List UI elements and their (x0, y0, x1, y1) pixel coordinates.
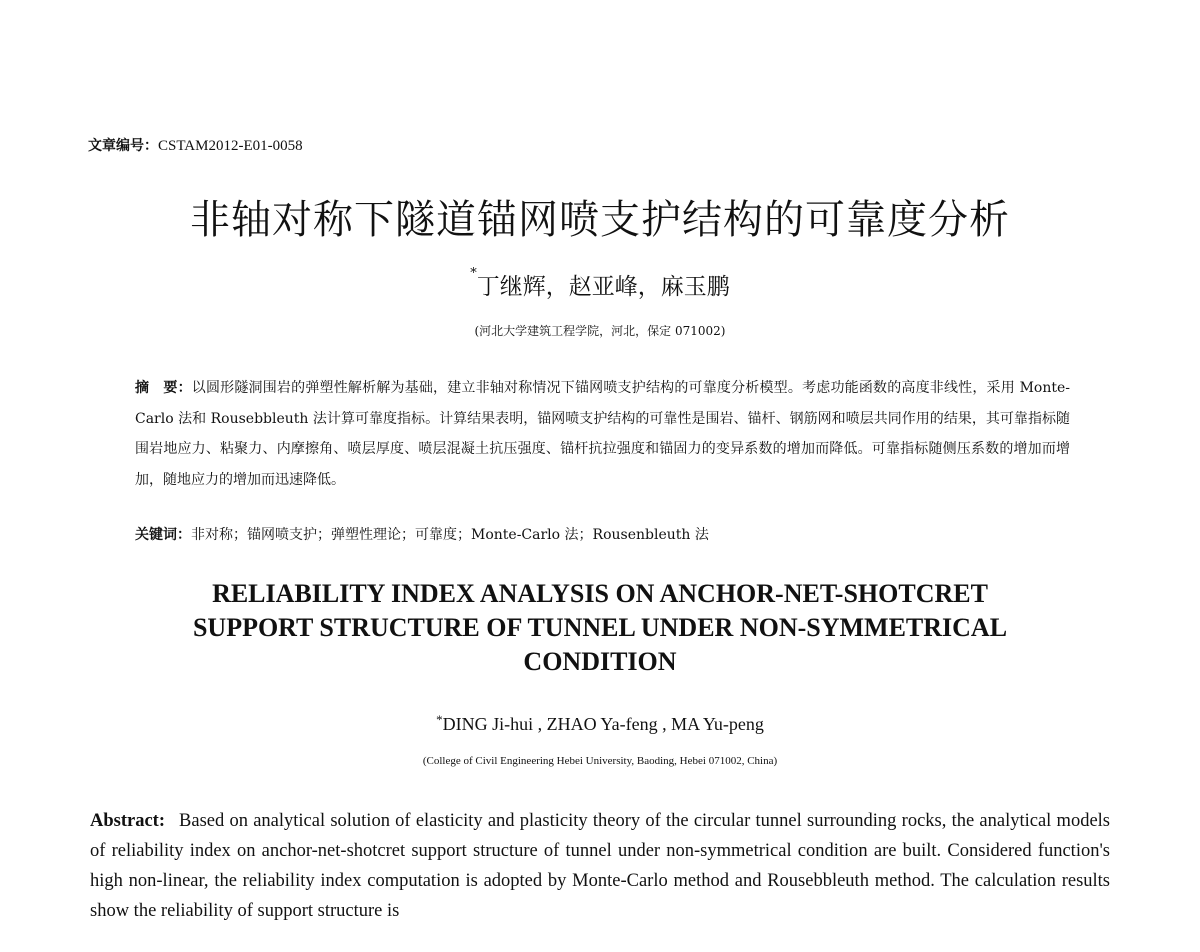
english-abstract (90, 806, 1110, 926)
english-abstract-text: Based on analytical solution of elasticity and plasticity theory of the circular tunnel surrounding rocks, the analytical models of reliability index on anchor-net-shotcret support structure of tunnel under non-symmetrical condition are built. Considered function's high non-linear, the reliability index computation is adopted by Monte-Carlo method and Rousebbleuth method. The calculation results show the reliability of support structure is (90, 811, 1110, 921)
english-title (0, 577, 1200, 679)
english-author-mark: * (436, 712, 443, 727)
chinese-abstract (135, 373, 1070, 495)
chinese-author-mark: * (470, 266, 477, 281)
chinese-affiliation: (河北大学建筑工程学院，河北，保定 071002) (474, 324, 726, 338)
chinese-abstract-label: 摘 要： (135, 380, 192, 396)
chinese-author-names: 丁继辉，赵亚峰，麻玉鹏 (476, 274, 730, 300)
chinese-authors (0, 268, 1200, 301)
chinese-keywords (135, 524, 1070, 546)
chinese-title: 非轴对称下隧道锚网喷支护结构的可靠度分析 (190, 197, 1010, 243)
english-title-line: SUPPORT STRUCTURE OF TUNNEL UNDER NON-SYMMETRICAL (192, 613, 1008, 642)
chinese-abstract-text: 以圆形隧洞围岩的弹塑性解析解为基础，建立非轴对称情况下锚网喷支护结构的可靠度分析模型。考虑功能函数的高度非线性，采用 Monte-Carlo 法和 Rousebbleuth 法计算可靠度指标。计算结果表明，锚网喷支护结构的可靠性是围岩、锚杆、钢筋网和喷层共同作用的结果，其可靠指标随围岩地应力、粘聚力、内摩擦角、喷层厚度、喷层混凝土抗压强度、锚杆抗拉强度和锚固力的变异系数的增加而降低。可靠指标随侧压系数的增加而增加，随地应力的增加而迅速降低。 (135, 380, 1071, 488)
article-number-label: 文章编号： (88, 138, 158, 154)
english-abstract-label: Abstract: (90, 811, 166, 831)
chinese-keywords-text: 非对称；锚网喷支护；弹塑性理论；可靠度；Monte-Carlo 法；Rousenbleuth 法 (191, 527, 709, 543)
article-number-value: CSTAM2012-E01-0058 (158, 138, 303, 154)
chinese-keywords-label: 关键词： (135, 527, 191, 543)
english-title-line: RELIABILITY INDEX ANALYSIS ON ANCHOR-NET-SHOTCRET (212, 579, 988, 608)
english-author-names: DING Ji-hui , ZHAO Ya-feng , MA Yu-peng (442, 714, 764, 734)
english-title-line: CONDITION (523, 647, 677, 676)
english-authors (0, 714, 1200, 735)
article-number (88, 135, 303, 155)
english-affiliation: (College of Civil Engineering Hebei University, Baoding, Hebei 071002, China) (422, 755, 778, 767)
